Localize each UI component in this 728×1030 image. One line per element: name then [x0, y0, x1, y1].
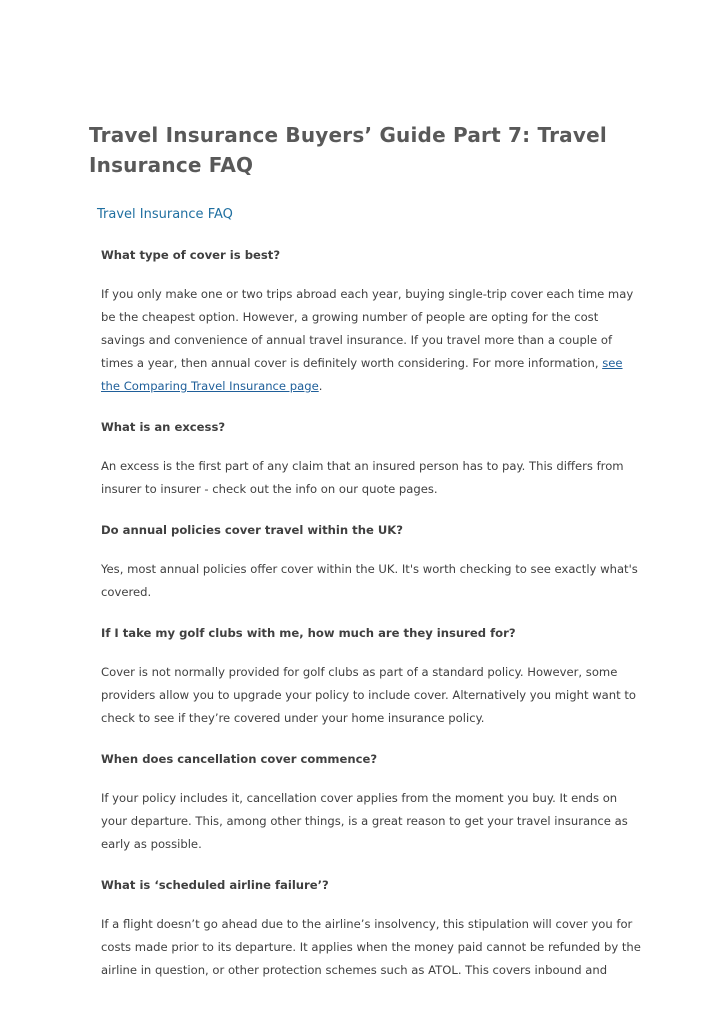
- section-heading: Travel Insurance FAQ: [97, 207, 233, 222]
- faq-question: When does cancellation cover commence?: [101, 752, 378, 766]
- faq-question: Do annual policies cover travel within the UK?: [101, 523, 403, 537]
- faq-list: [101, 245, 641, 1001]
- faq-question: If I take my golf clubs with me, how much are they insured for?: [101, 626, 516, 640]
- faq-question: What is an excess?: [101, 420, 226, 434]
- comparing-travel-insurance-link[interactable]: see the Comparing Travel Insurance page: [101, 356, 623, 393]
- faq-answer-text: If you only make one or two trips abroad each year, buying single-trip cover each time may be the cheapest option. However, a growing number of people are opting for the cost savings and convenience of annual travel insurance. If you travel more than a couple of times a year, then annual cover is definitely worth considering. For more information,: [101, 287, 634, 370]
- faq-answer: Cover is not normally provided for golf clubs as part of a standard policy. However, some providers allow you to upgrade your policy to include cover. Alternatively you might want to check to see if they’re covered under your home insurance policy.: [101, 665, 637, 725]
- page-title: Travel Insurance Buyers’ Guide Part 7: Travel Insurance FAQ: [89, 123, 607, 177]
- faq-answer: An excess is the first part of any claim that an insured person has to pay. This differs from insurer to insurer - check out the info on our quote pages.: [101, 459, 624, 496]
- faq-answer: If a flight doesn’t go ahead due to the airline’s insolvency, this stipulation will cover you for costs made prior to its departure. It applies when the money paid cannot be refunded by the airline in question, or other protection schemes such as ATOL. This covers inbound and: [101, 917, 641, 977]
- faq-answer-text: .: [318, 379, 323, 393]
- faq-answer: Yes, most annual policies offer cover within the UK. It's worth checking to see exactly what's covered.: [101, 562, 638, 599]
- faq-answer: [101, 283, 641, 398]
- faq-answer: If your policy includes it, cancellation cover applies from the moment you buy. It ends on your departure. This, among other things, is a great reason to get your travel insurance as early as possible.: [101, 791, 628, 851]
- faq-question: What is ‘scheduled airline failure’?: [101, 878, 329, 892]
- faq-question: What type of cover is best?: [101, 248, 281, 262]
